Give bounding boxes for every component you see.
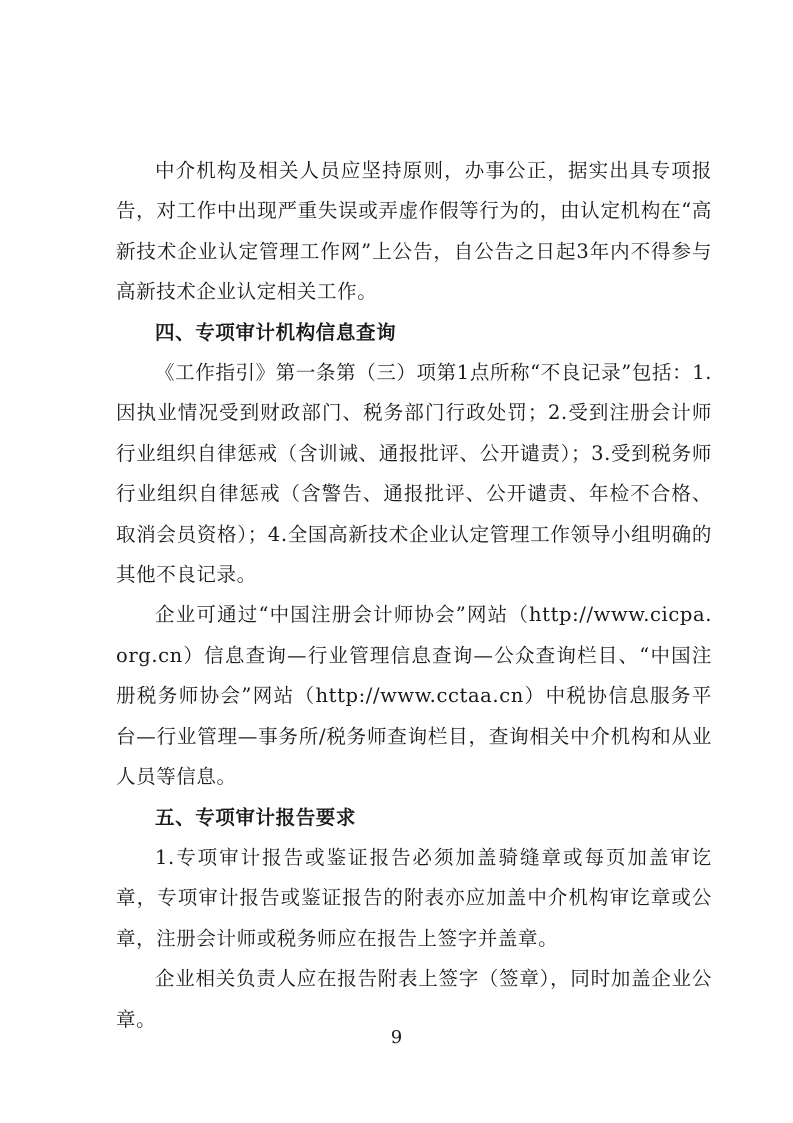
body-text [116,151,712,1040]
paragraph-report-seal-requirement: 1.专项审计报告或鉴证报告必须加盖骑缝章或每页加盖审讫章，专项审计报告或鉴证报告的附表亦应加盖中介机构审讫章或公章，注册会计师或税务师应在报告上签字并盖章。 [116,845,712,950]
section-heading-report-requirements: 五、专项审计报告要求 [155,805,357,829]
paragraph-website-query: 企业可通过“中国注册会计师协会”网站（http://www.cicpa.org.cn）信息查询—行业管理信息查询—公众查询栏目、“中国注册税务师协会”网站（http://www.cctaa.cn）中税协信息服务平台—行业管理—事务所/税务师查询栏目，查询相关中介机构和从业人员等信息。 [116,603,712,789]
paragraph-intermediary-conduct: 中介机构及相关人员应坚持原则，办事公正，据实出具专项报告，对工作中出现严重失误或弄虚作假等行为的，由认定机构在“高新技术企业认定管理工作网”上公告，自公告之日起3年内不得参与高新技术企业认定相关工作。 [116,159,712,304]
paragraph-company-signature: 企业相关负责人应在报告附表上签字（签章），同时加盖企业公章。 [116,967,712,1031]
page-number: 9 [390,1027,403,1048]
paragraph-bad-record-definition: 《工作指引》第一条第（三）项第1点所称“不良记录”包括：1.因执业情况受到财政部门、税务部门行政处罚；2.受到注册会计师行业组织自律惩戒（含训诫、通报批评、公开谴责）；3.受到税务师行业组织自律惩戒（含警告、通报批评、公开谴责、年检不合格、取消会员资格）；4.全国高新技术企业认定管理工作领导小组明确的其他不良记录。 [116,361,712,587]
section-heading-audit-agency-query: 四、专项审计机构信息查询 [155,320,397,344]
